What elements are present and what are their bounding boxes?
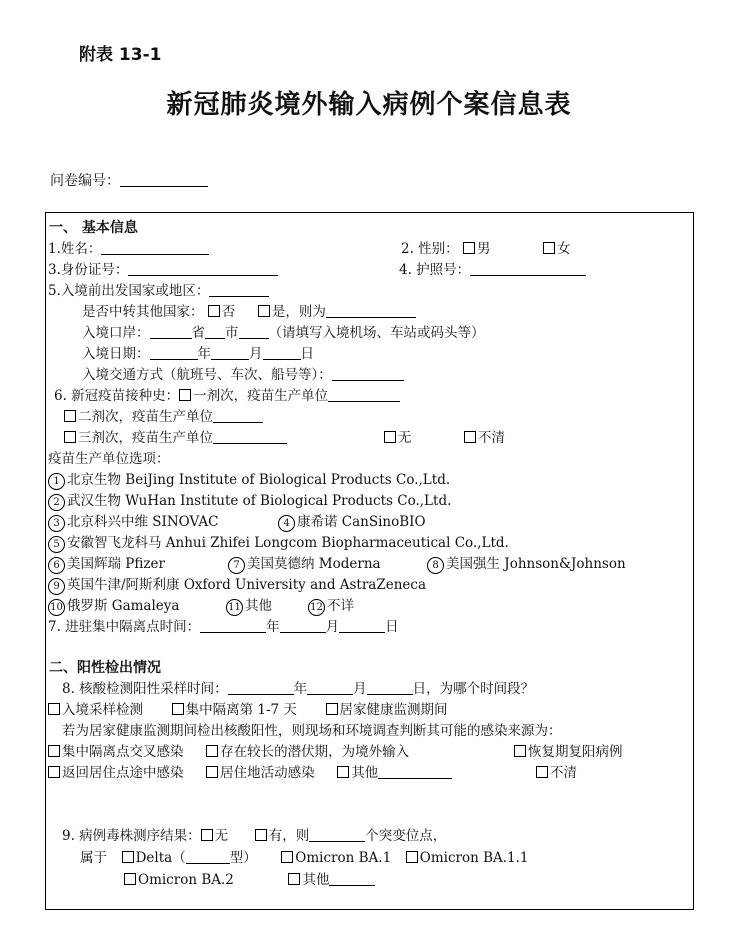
entry-country-field[interactable] xyxy=(209,282,269,297)
gender-male-checkbox[interactable] xyxy=(463,242,475,254)
id-field[interactable] xyxy=(128,261,278,276)
maker-option-4: 4 康希诺 CanSinoBIO xyxy=(278,513,426,532)
q9-row: 9. 病例毒株测序结果： 无 有，则 个突变位点， xyxy=(62,828,447,844)
q8-row: 8. 核酸检测阳性采样时间： 年 月 日，为哪个时间段？ xyxy=(62,681,535,697)
maker-option-8: 8 美国强生 Johnson&Johnson xyxy=(427,555,626,574)
maker-options-label: 疫苗生产单位选项： xyxy=(48,451,170,467)
maker-option-1: 1 北京生物 BeiJing Institute of Biological Products Co.,Ltd. xyxy=(48,471,450,490)
dose1-checkbox[interactable] xyxy=(179,389,191,401)
variant-row-2: Omicron BA.2 其他 xyxy=(124,871,375,889)
maker-option-5: 5 安徽智飞龙科马 Anhui Zhifei Longcom Biopharmaceutical Co.,Ltd. xyxy=(48,534,509,553)
source-latent-checkbox[interactable] xyxy=(206,745,218,757)
dose3-checkbox[interactable] xyxy=(64,431,76,443)
source-other-field[interactable] xyxy=(378,764,452,779)
transit-row: 是否中转其他国家： 否 是，则为 xyxy=(82,303,416,321)
vaccine-none-option: 无 xyxy=(384,429,412,447)
period-quarantine-checkbox[interactable] xyxy=(172,703,184,715)
gender-female-checkbox[interactable] xyxy=(543,242,555,254)
delta-checkbox[interactable] xyxy=(122,851,134,863)
name-field[interactable] xyxy=(101,240,209,255)
q8-period-row: 入境采样检测 集中隔离第 1-7 天 居家健康监测期间 xyxy=(48,701,448,719)
transit-yes-checkbox[interactable] xyxy=(258,305,270,317)
name-row: 1.姓名： xyxy=(48,240,209,258)
quarantine-month-field[interactable] xyxy=(280,618,326,633)
source-unknown-option: 不清 xyxy=(536,764,577,782)
id-row: 3.身份证号： xyxy=(48,261,278,279)
questionnaire-number: 问卷编号： xyxy=(50,170,208,190)
entry-date-row: 入境日期： 年 月 日 xyxy=(82,346,314,362)
port-city-field[interactable] xyxy=(205,324,225,339)
ba11-checkbox[interactable] xyxy=(406,851,418,863)
delta-type-field[interactable] xyxy=(186,849,230,864)
dose3-maker-field[interactable] xyxy=(213,429,287,444)
vaccine-none-checkbox[interactable] xyxy=(384,431,396,443)
entry-month-field[interactable] xyxy=(211,345,249,360)
port-row: 入境口岸： 省 市 （请填写入境机场、车站或码头等） xyxy=(82,325,485,341)
source-row-1: 集中隔离点交叉感染 存在较长的潜伏期，为境外输入 xyxy=(48,743,409,761)
source-recovery-checkbox[interactable] xyxy=(514,745,526,757)
q9-sites-field[interactable] xyxy=(309,827,365,842)
ba1-checkbox[interactable] xyxy=(281,851,293,863)
dose2-maker-field[interactable] xyxy=(213,408,263,423)
source-unknown-checkbox[interactable] xyxy=(536,766,548,778)
gender-row: 2. 性别： 男 女 xyxy=(401,241,571,257)
entry-country-row: 5.入境前出发国家或地区： xyxy=(48,282,269,300)
entry-day-field[interactable] xyxy=(263,345,301,360)
quarantine-year-field[interactable] xyxy=(200,618,266,633)
appendix-label: 附表 13-1 xyxy=(79,45,162,65)
q8-year-field[interactable] xyxy=(228,680,294,695)
quarantine-day-field[interactable] xyxy=(339,618,385,633)
source-local-checkbox[interactable] xyxy=(206,766,218,778)
source-row-2: 返回居住点途中感染 居住地活动感染 其他 xyxy=(48,764,452,782)
vaccine-unknown-checkbox[interactable] xyxy=(464,431,476,443)
maker-option-9: 9 英国牛津/阿斯利康 Oxford University and AstraZeneca xyxy=(48,576,426,595)
variant-other-field[interactable] xyxy=(329,871,375,886)
passport-row: 4. 护照号： xyxy=(399,261,586,279)
dose2-row: 二剂次，疫苗生产单位 xyxy=(64,408,263,426)
maker-option-11: 11 其他 xyxy=(226,597,272,616)
dose2-checkbox[interactable] xyxy=(64,410,76,422)
maker-option-3: 3 北京科兴中维 SINOVAC xyxy=(48,513,218,532)
variant-other-checkbox[interactable] xyxy=(288,873,300,885)
passport-field[interactable] xyxy=(470,261,586,276)
source-recovery-option: 恢复期复阳病例 xyxy=(514,743,623,761)
vaccine-unknown-option: 不清 xyxy=(464,429,505,447)
q8-day-field[interactable] xyxy=(367,680,413,695)
home-monitor-note: 若为居家健康监测期间检出核酸阳性，则现场和环境调查判断其可能的感染来源为： xyxy=(62,723,562,739)
source-cross-checkbox[interactable] xyxy=(48,745,60,757)
port-name-field[interactable] xyxy=(239,324,269,339)
q9-yes-checkbox[interactable] xyxy=(255,829,267,841)
port-province-field[interactable] xyxy=(150,324,192,339)
maker-option-12: 12 不详 xyxy=(308,597,354,616)
quarantine-entry-row: 7. 进驻集中隔离点时间： 年 月 日 xyxy=(48,619,399,635)
entry-year-field[interactable] xyxy=(150,345,198,360)
dose1-maker-field[interactable] xyxy=(328,387,400,402)
transit-country-field[interactable] xyxy=(326,303,416,318)
q8-month-field[interactable] xyxy=(307,680,353,695)
maker-option-2: 2 武汉生物 WuHan Institute of Biological Products Co.,Ltd. xyxy=(48,492,451,511)
page-title: 新冠肺炎境外输入病例个案信息表 xyxy=(166,90,572,120)
section-positive-heading: 二、阳性检出情况 xyxy=(49,660,161,676)
questionnaire-number-field[interactable] xyxy=(120,172,208,187)
transport-field[interactable] xyxy=(332,366,404,381)
maker-option-7: 7 美国莫德纳 Moderna xyxy=(228,555,381,574)
variant-row: 属于 Delta（ 型） Omicron BA.1 Omicron BA.1.1 xyxy=(80,850,529,866)
q9-none-checkbox[interactable] xyxy=(201,829,213,841)
period-home-checkbox[interactable] xyxy=(326,703,338,715)
source-return-checkbox[interactable] xyxy=(48,766,60,778)
transit-no-checkbox[interactable] xyxy=(208,305,220,317)
vaccine-row: 6. 新冠疫苗接种史： 一剂次，疫苗生产单位 xyxy=(54,387,400,405)
ba2-checkbox[interactable] xyxy=(124,873,136,885)
transport-row: 入境交通方式（航班号、车次、船号等）： xyxy=(82,366,404,384)
maker-option-10: 10 俄罗斯 Gamaleya xyxy=(48,597,179,616)
maker-option-6: 6 美国辉瑞 Pfizer xyxy=(48,555,165,574)
period-entry-checkbox[interactable] xyxy=(48,703,60,715)
source-other-checkbox[interactable] xyxy=(337,766,349,778)
dose3-row: 三剂次，疫苗生产单位 xyxy=(64,429,287,447)
section-basic-info-heading: 一、 基本信息 xyxy=(49,220,138,236)
form-box xyxy=(45,212,694,910)
